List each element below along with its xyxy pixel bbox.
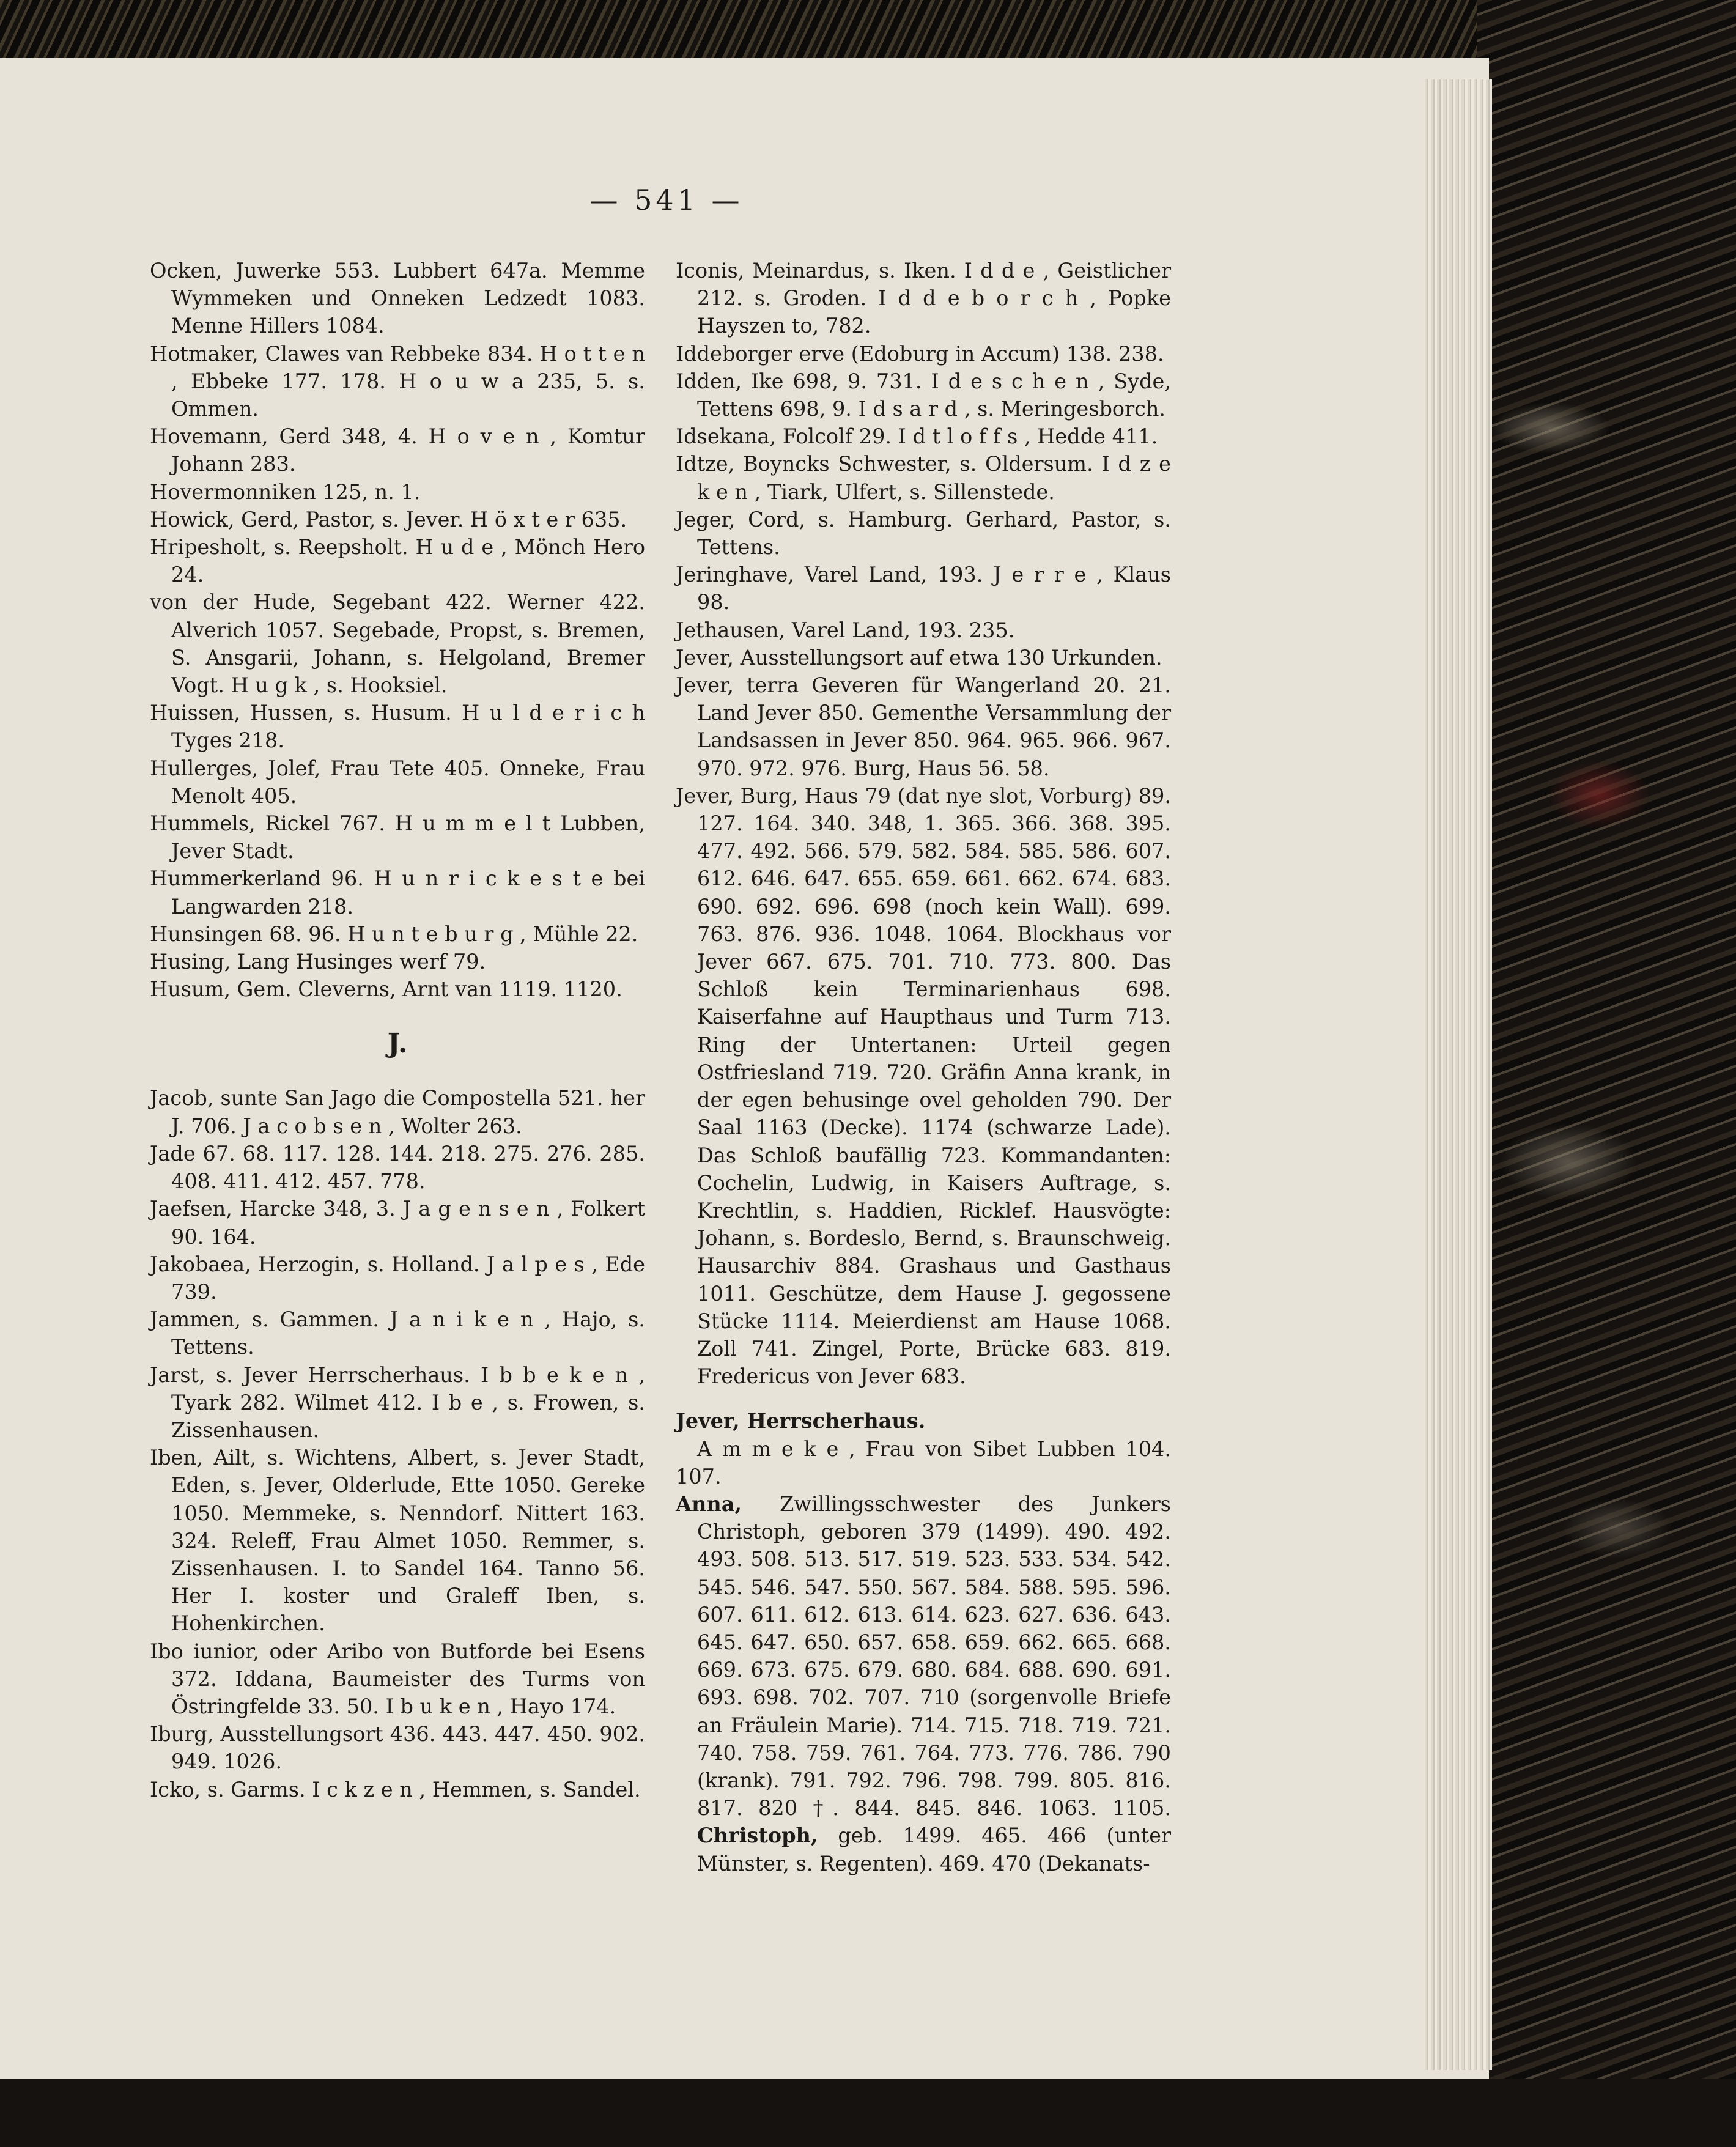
index-entry: Jeger, Cord, s. Hamburg. Gerhard, Pastor, s. Tettens. [676, 507, 1171, 560]
index-entry: Hunsingen 68. 96. H u n t e b u r g , Mühle 22. [150, 922, 638, 946]
index-entry: Hovermonniken 125, n. 1. [150, 479, 421, 504]
section-heading-j: J. [387, 1028, 408, 1060]
index-entry: Hotmaker, Clawes van Rebbeke 834. H o t t e n , Ebbeke 177. 178. H o u w a 235, 5. s. Ommen. [150, 341, 645, 421]
index-entry: Ibo iunior, oder Aribo von Butforde bei Esens 372. Iddana, Baumeister des Turms von Östringfelde 33. 50. I b u k e n , Hayo 174. [150, 1639, 645, 1718]
index-entry: Iddeborger erve (Edoburg in Accum) 138. 238. [676, 341, 1164, 366]
index-entry: Jacob, sunte San Jago die Compostella 521. her J. 706. J a c o b s e n , Wolter 263. [150, 1086, 645, 1138]
index-entry: Hullerges, Jolef, Frau Tete 405. Onneke, Frau Menolt 405. [150, 756, 645, 808]
book-binding-marbled-edge [1477, 0, 1736, 2147]
page-stack-edge [1425, 79, 1492, 2070]
name-anna: Anna, [676, 1491, 742, 1516]
herrscherhaus-entry-anna [676, 1490, 1171, 1877]
left-column [150, 257, 645, 1803]
page-number: — 541 — [589, 183, 744, 216]
index-entry: Icko, s. Garms. I c k z e n , Hemmen, s. Sandel. [150, 1777, 641, 1801]
index-entry: Idtze, Boyncks Schwester, s. Oldersum. I d z e k e n , Tiark, Ulfert, s. Sillenstede. [676, 452, 1171, 504]
index-entry: Jammen, s. Gammen. J a n i k e n , Hajo, s. Tettens. [150, 1307, 645, 1359]
christoph-text: geb. 1499. 465. 466 (unter Münster, s. Regenten). 469. 470 (Dekanats- [697, 1824, 1171, 1875]
name-christoph: Christoph, [697, 1824, 818, 1848]
index-entry: Idden, Ike 698, 9. 731. I d e s c h e n , Syde, Tettens 698, 9. I d s a r d , s. Meringesborch. [676, 369, 1171, 421]
index-entry: Jethausen, Varel Land, 193. 235. [676, 618, 1015, 642]
index-entry: Ocken, Juwerke 553. Lubbert 647a. Memme Wymmeken und Onneken Ledzedt 1083. Menne Hillers 1084. [150, 259, 645, 338]
index-entry: Jaefsen, Harcke 348, 3. J a g e n s e n , Folkert 90. 164. [150, 1197, 645, 1249]
index-entry: Hovemann, Gerd 348, 4. H o v e n , Komtur Johann 283. [150, 424, 645, 476]
index-entry: Husum, Gem. Cleverns, Arnt van 1119. 1120. [150, 977, 622, 1002]
anna-text: Zwillingsschwester des Junkers Christoph, geboren 379 (1499). 490. 492. 493. 508. 513. 517. 519. 523. 533. 534. 542. 545. 546. 547. 550. 567. 584. 588. 595. 596. 607. 611. 612. 613. 614. 623. 627. 636. 643. 645. 647. 650. 657. 658. 659. 662. 665. 668. 669. 673. 675. 679. 680. 684. 688. 690. 691. 693. 698. 702. 707. 710 (sorgenvolle Briefe an Fräulein Marie). 714. 715. 718. 719. 721. 740. 758. 759. 761. 764. 773. 776. 786. 790 (krank). 791. 792. 796. 798. 799. 805. 816. 817. 820 †. 844. 845. 846. 1063. 1105. [697, 1491, 1171, 1820]
index-entry: Idsekana, Folcolf 29. I d t l o f f s , Hedde 411. [676, 424, 1158, 449]
index-entry: Iburg, Ausstellungsort 436. 443. 447. 450. 902. 949. 1026. [150, 1722, 645, 1774]
index-entry: Jever, Burg, Haus 79 (dat nye slot, Vorburg) 89. 127. 164. 340. 348, 1. 365. 366. 368. 395. 477. 492. 566. 579. 582. 584. 585. 586. 607. 612. 646. 647. 655. 659. 661. 662. 674. 683. 690. 692. 696. 698 (noch kein Wall). 699. 763. 876. 936. 1048. 1064. Blockhaus vor Jever 667. 675. 701. 710. 773. 800. Das Schloß kein Terminarienhaus 698. Kaiserfahne auf Haupthaus und Turm 713. Ring der Untertanen: Urteil gegen Ostfriesland 719. 720. Gräfin Anna krank, in der egen behusinge ovel geholden 790. Der Saal 1163 (Decke). 1174 (schwarze Lade). Das Schloß baufällig 723. Kommandanten: Cochelin, Ludwig, in Kaisers Auftrage, s. Krechtlin, s. Haddien, Ricklef. Hausvögte: Johann, s. Bordeslo, Bernd, s. Braunschweig. Hausarchiv 884. Grashaus und Gasthaus 1011. Geschütze, dem Hause J. gegossene Stücke 1114. Meierdienst am Hause 1068. Zoll 741. Zingel, Porte, Brücke 683. 819. Fredericus von Jever 683. [676, 783, 1171, 1389]
index-entry: Hummels, Rickel 767. H u m m e l t Lubben, Jever Stadt. [150, 811, 645, 863]
index-entry: Jarst, s. Jever Herrscherhaus. I b b e k e n , Tyark 282. Wilmet 412. I b e , s. Frowen, s. Zissenhausen. [150, 1362, 645, 1442]
book-binding-bottom [0, 2079, 1736, 2147]
index-entry: Husing, Lang Husinges werf 79. [150, 950, 486, 974]
right-column [676, 257, 1171, 1877]
index-entry: Jeringhave, Varel Land, 193. J e r r e , Klaus 98. [676, 563, 1171, 615]
subheading-jever-herrscherhaus: Jever, Herrscherhaus. [676, 1409, 926, 1433]
herrscherhaus-entry-ammeke: A m m e k e , Frau von Sibet Lubben 104. 107. [676, 1436, 1171, 1488]
index-entry: Huissen, Hussen, s. Husum. H u l d e r i c h Tyges 218. [150, 701, 645, 753]
index-entry: Howick, Gerd, Pastor, s. Jever. H ö x t e r 635. [150, 507, 627, 531]
index-entry: Jakobaea, Herzogin, s. Holland. J a l p e s , Ede 739. [150, 1252, 645, 1304]
index-entry: Jever, terra Geveren für Wangerland 20. 21. Land Jever 850. Gementhe Versammlung der Landsassen in Jever 850. 964. 965. 966. 967. 970. 972. 976. Burg, Haus 56. 58. [676, 673, 1171, 780]
index-entry: Iconis, Meinardus, s. Iken. I d d e , Geistlicher 212. s. Groden. I d d e b o r c h , Popke Hayszen to, 782. [676, 259, 1171, 338]
index-entry: Hripesholt, s. Reepsholt. H u d e , Mönch Hero 24. [150, 535, 645, 587]
index-entry: Iben, Ailt, s. Wichtens, Albert, s. Jever Stadt, Eden, s. Jever, Olderlude, Ette 1050. Gereke 1050. Memmeke, s. Nenndorf. Nittert 163. 324. Releff, Frau Almet 1050. Remmer, s. Zissenhausen. I. to Sandel 164. Tanno 56. Her I. koster und Graleff Iben, s. Hohenkirchen. [150, 1446, 645, 1636]
index-entry: Jever, Ausstellungsort auf etwa 130 Urkunden. [676, 645, 1162, 670]
index-entry: von der Hude, Segebant 422. Werner 422. Alverich 1057. Segebade, Propst, s. Bremen, S. Ansgarii, Johann, s. Helgoland, Bremer Vogt. H u g k , s. Hooksiel. [150, 590, 645, 698]
index-entry: Jade 67. 68. 117. 128. 144. 218. 275. 276. 285. 408. 411. 412. 457. 778. [150, 1141, 645, 1194]
index-entry: Hummerkerland 96. H u n r i c k e s t e bei Langwarden 218. [150, 867, 645, 918]
